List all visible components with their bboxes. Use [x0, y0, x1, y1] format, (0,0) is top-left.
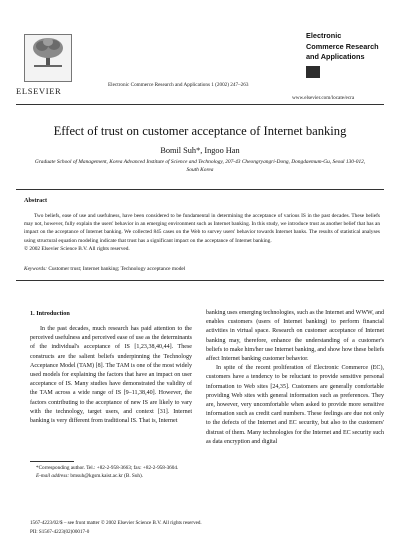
abstract-top-divider — [16, 189, 384, 190]
abstract-heading: Abstract — [24, 197, 48, 204]
journal-title-line: Commerce Research — [306, 41, 379, 51]
keywords-label: Keywords: — [24, 266, 47, 272]
front-matter-footer — [30, 519, 202, 537]
header-divider — [16, 104, 384, 105]
paragraph: banking uses emerging technologies, such as the Internet and WWW, and enables customers (users of Internet banking) to perform financial activities in virtual space. Research on customer acceptance of Internet banking may, therefore, enhance the understanding of a customer's beliefs to make him/her use Internet banking, and show how these beliefs affect Internet banking customer behavior. — [206, 310, 384, 363]
footnote — [30, 464, 192, 480]
footnote-divider — [30, 461, 74, 462]
corresponding-author-note: *Corresponding author. Tel.: +82-2-958-3663; fax: +82-2-958-3604. — [36, 465, 179, 471]
body-column-right — [206, 309, 384, 447]
issn-line: 1567-4223/02/$ – see front matter © 2002 Elsevier Science B.V. All rights reserved. — [30, 520, 202, 526]
publisher-name: ELSEVIER — [16, 86, 62, 96]
article-authors: Bomil Suh*, Ingoo Han — [160, 146, 240, 155]
abstract-body — [24, 212, 380, 253]
abstract-bottom-divider — [16, 280, 384, 281]
email-line — [30, 472, 192, 480]
journal-title-block — [306, 31, 386, 63]
journal-url: www.elsevier.com/locate/ecra — [292, 95, 355, 101]
abstract-text: Two beliefs, ease of use and usefulness, have been considered to be fundamental in determining the acceptance of various IS in the past decades. These beliefs may not, however, fully explain the users' behavior in an emerging environment such as Internet banking. In this study, we introduce trust as another belief that has an impact on the acceptance of Internet banking. We collected 845 cases on the Web to survey users' behavior towards Internet banks. The results of statistical analyses using structural equation modeling indicate that trust has a significant impact on the acceptance of Internet banking. — [24, 213, 380, 244]
abstract-copyright: © 2002 Elsevier Science B.V. All rights reserved. — [24, 245, 130, 252]
journal-title-line: and Applications — [306, 52, 365, 62]
keywords-line — [24, 266, 185, 272]
keywords-text: Customer trust; Internet banking; Technology acceptance model — [48, 266, 186, 272]
author-affiliation: Graduate School of Management, Korea Advanced Institute of Science and Technology, 207-43 Cheongryangri-Dong, Dongdaemum-Gu, Seoul 130-012, South Korea — [34, 159, 366, 174]
paragraph: In spite of the recent proliferation of Electronic Commerce (EC), customers have a tendency to be reluctant to provide sensitive personal information to Web sites [24,35]. Customers are generally comfortable providing Web sites with general information such as preferences. They are, however, very uncomfortable when asked to provide more sensitive information such as credit card numbers. These feelings are due not only to the defects of the Internet and EC security, but also to the customers' distrust of them. Many technologies for the Internet and EC security such as data encryption and digital — [206, 365, 384, 445]
pii-line: PII: S1567-4223(02)00017-0 — [30, 529, 90, 535]
elsevier-tree-logo — [30, 36, 66, 68]
paragraph: In the past decades, much research has paid attention to the perceived usefulness and perceived ease of use as the determinants of the individual's acceptance of IS [1,23,38,40,44]. These constructs are the salient beliefs underpinning the Technology Acceptance Model (TAM) [8]. The TAM is one of the most widely used models for explaining the factors that have an impact on user acceptance of IS. Many studies have demonstrated the validity of the TAM across a wide range of IS [9–11,38,40]. However, the factors contributing to the acceptance of new IS are likely to vary with the technology, target users, and context [31]. Internet banking is very different from traditional IS. That is, Internet — [30, 326, 192, 425]
journal-cover-thumbnail — [306, 66, 320, 78]
email-label: E-mail address: — [36, 473, 70, 479]
body-column-left — [30, 325, 192, 426]
section-heading-introduction: 1. Introduction — [30, 310, 70, 317]
email-address: bmsuh@kgsm.kaist.ac.kr (B. Suh). — [70, 473, 144, 479]
article-title: Effect of trust on customer acceptance of Internet banking — [53, 124, 347, 138]
journal-title-line: Electronic — [306, 31, 342, 40]
journal-citation: Electronic Commerce Research and Applications 1 (2002) 247–263 — [108, 82, 249, 88]
